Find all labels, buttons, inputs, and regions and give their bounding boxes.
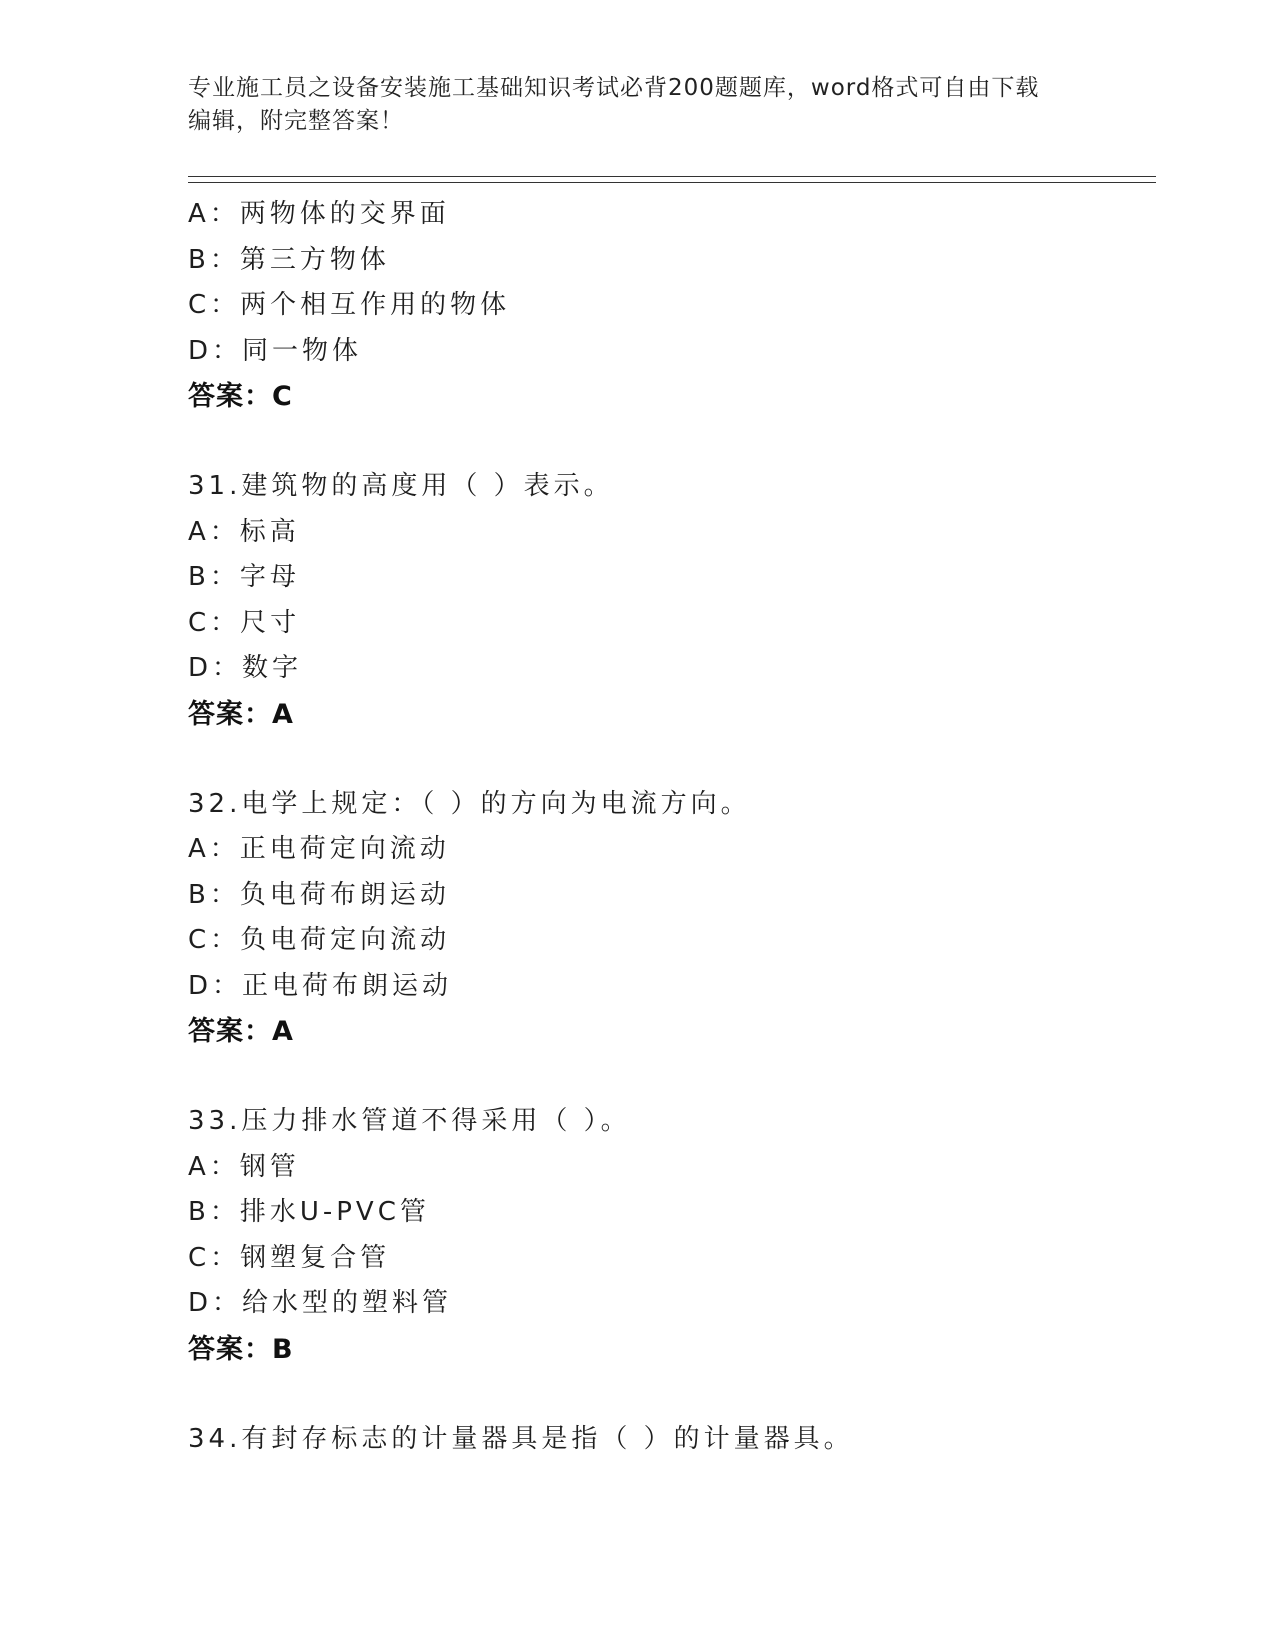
question-text: 33.压力排水管道不得采用（ ）。 xyxy=(188,1106,631,1136)
option-c: C：钢塑复合管 xyxy=(188,1242,391,1273)
answer-line: 答案：A xyxy=(188,1016,294,1047)
header-divider-bottom xyxy=(188,182,1156,183)
option-d: D：正电荷布朗运动 xyxy=(188,970,453,1001)
question-text: 34.有封存标志的计量器具是指（ ）的计量器具。 xyxy=(188,1423,854,1454)
question-text: 32.电学上规定：（ ）的方向为电流方向。 xyxy=(188,788,751,819)
header-line-2: 编辑，附完整答案！ xyxy=(188,108,404,134)
option-d: D：给水型的塑料管 xyxy=(188,1288,453,1318)
header-divider-top xyxy=(188,176,1156,177)
answer-line: 答案：B xyxy=(188,1333,294,1365)
header-line-1: 专业施工员之设备安装施工基础知识考试必背200题题库，word格式可自由下载 xyxy=(188,75,1040,101)
question-block-33 xyxy=(188,1099,1148,1373)
option-b: B：第三方物体 xyxy=(188,244,390,275)
option-c: C：尺寸 xyxy=(188,607,301,638)
question-block-30 xyxy=(188,192,1148,420)
option-b: B：字母 xyxy=(188,562,300,592)
question-block-34 xyxy=(188,1417,1148,1463)
option-d: D：同一物体 xyxy=(188,335,363,366)
answer-line: 答案：A xyxy=(188,698,294,730)
option-c: C：两个相互作用的物体 xyxy=(188,290,511,320)
question-block-32 xyxy=(188,782,1148,1056)
option-d: D：数字 xyxy=(188,653,303,683)
question-block-31 xyxy=(188,464,1148,738)
option-b: B：负电荷布朗运动 xyxy=(188,879,450,910)
question-list xyxy=(188,192,1148,1462)
option-b: B：排水U-PVC管 xyxy=(188,1197,430,1227)
document-header xyxy=(188,72,1068,138)
option-c: C：负电荷定向流动 xyxy=(188,925,451,955)
option-a: A：标高 xyxy=(188,516,300,547)
question-text: 31.建筑物的高度用（ ）表示。 xyxy=(188,471,614,501)
option-a: A：两物体的交界面 xyxy=(188,199,450,229)
answer-line: 答案：C xyxy=(188,381,293,412)
option-a: A：正电荷定向流动 xyxy=(188,834,450,864)
option-a: A：钢管 xyxy=(188,1151,300,1182)
